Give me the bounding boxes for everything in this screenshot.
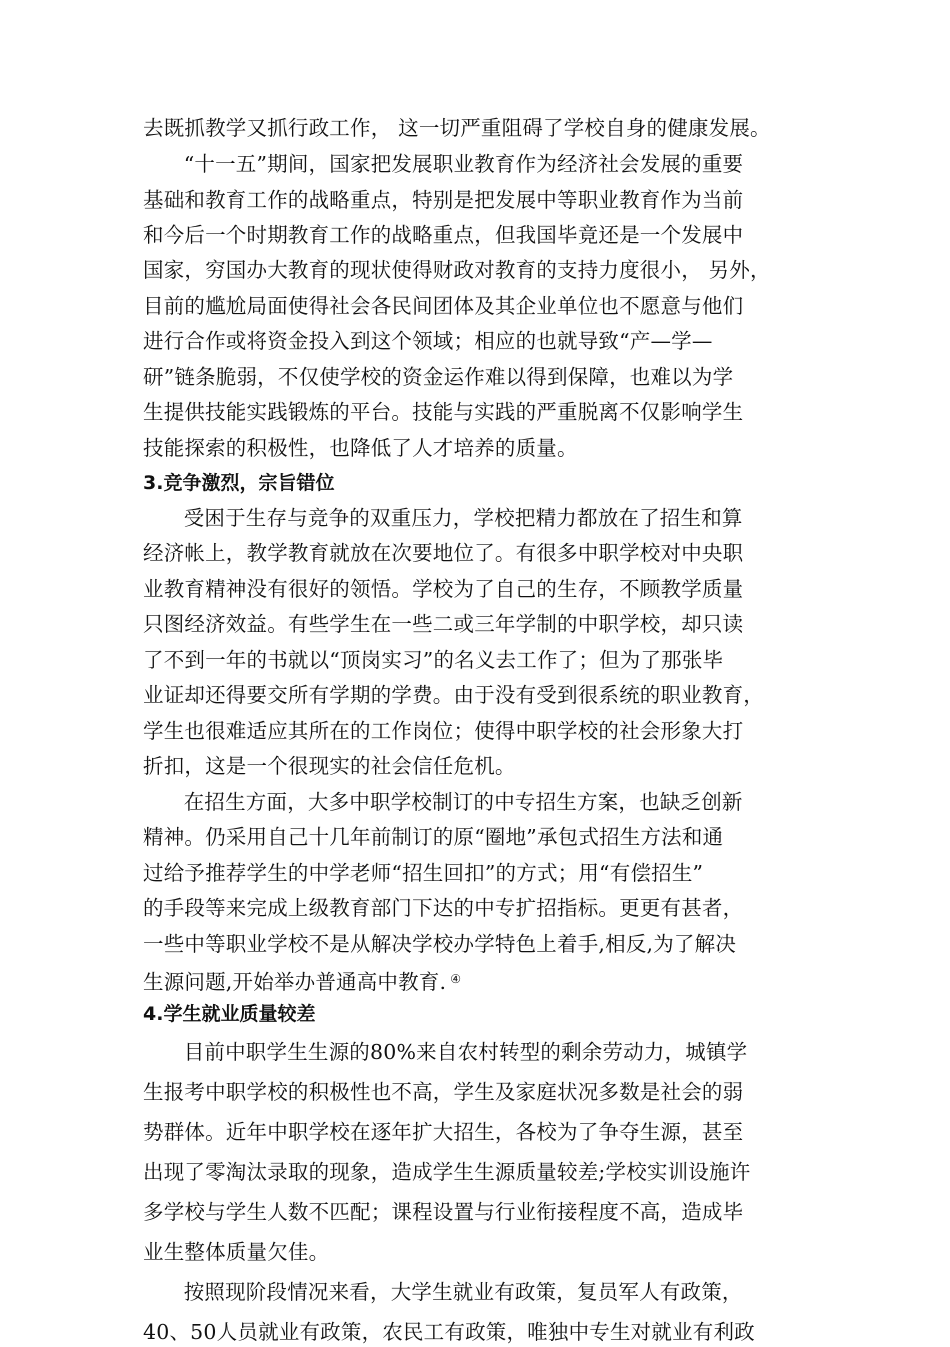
paragraph-line xyxy=(143,964,461,994)
paragraph-line: 去既抓教学又抓行政工作， 这一切严重阻碍了学校自身的健康发展。 xyxy=(143,116,771,140)
paragraph-line: 目前的尴尬局面使得社会各民间团体及其企业单位也不愿意与他们 xyxy=(143,294,744,318)
paragraph-line: 目前中职学生生源的80%来自农村转型的剩余劳动力，城镇学 xyxy=(163,1040,748,1064)
paragraph-line: 只图经济效益。有些学生在一些二或三年学制的中职学校，却只读 xyxy=(143,612,744,636)
paragraph-line: 在招生方面，大多中职学校制订的中专招生方案，也缺乏创新 xyxy=(163,790,743,814)
paragraph-line: 出现了零淘汰录取的现象，造成学生生源质量较差;学校实训设施许 xyxy=(143,1160,751,1184)
paragraph-line: 业证却还得要交所有学期的学费。由于没有受到很系统的职业教育， xyxy=(143,683,764,707)
paragraph-line: 的手段等来完成上级教育部门下达的中专扩招指标。更更有甚者， xyxy=(143,896,744,920)
paragraph-line: 40、50人员就业有政策，农民工有政策，唯独中专生对就业有利政 xyxy=(143,1320,755,1344)
paragraph-line: 业教育精神没有很好的领悟。学校为了自己的生存，不顾教学质量 xyxy=(143,577,744,601)
paragraph-line: 进行合作或将资金投入到这个领域；相应的也就导致“产—学— xyxy=(143,329,713,353)
paragraph-line: 学生也很难适应其所在的工作岗位；使得中职学校的社会形象大打 xyxy=(143,719,744,743)
paragraph-line: 按照现阶段情况来看，大学生就业有政策，复员军人有政策， xyxy=(163,1280,743,1304)
paragraph-text: 生源问题,开始举办普通高中教育. xyxy=(143,970,447,994)
paragraph-line: 多学校与学生人数不匹配；课程设置与行业衔接程度不高，造成毕 xyxy=(143,1200,744,1224)
paragraph-line: 精神。仍采用自己十几年前制订的原“圈地”承包式招生方法和通 xyxy=(143,825,724,849)
paragraph-line: 势群体。近年中职学校在逐年扩大招生，各校为了争夺生源，甚至 xyxy=(143,1120,744,1144)
paragraph-line: 生提供技能实践锻炼的平台。技能与实践的严重脱离不仅影响学生 xyxy=(143,400,744,424)
footnote-marker: ④ xyxy=(450,972,462,986)
paragraph-line: 折扣，这是一个很现实的社会信任危机。 xyxy=(143,754,516,778)
paragraph-line: 业生整体质量欠佳。 xyxy=(143,1240,330,1264)
paragraph-line: 国家，穷国办大教育的现状使得财政对教育的支持力度很小， 另外， xyxy=(143,258,771,282)
paragraph-line: 基础和教育工作的战略重点，特别是把发展中等职业教育作为当前 xyxy=(143,188,744,212)
section-heading: 4.学生就业质量较差 xyxy=(143,1003,316,1025)
paragraph-line: 技能探索的积极性，也降低了人才培养的质量。 xyxy=(143,436,578,460)
paragraph-line: 和今后一个时期教育工作的战略重点，但我国毕竟还是一个发展中 xyxy=(143,223,744,247)
paragraph-line: 研”链条脆弱，不仅使学校的资金运作难以得到保障，也难以为学 xyxy=(143,365,734,389)
paragraph-line: 过给予推荐学生的中学老师“招生回扣”的方式；用“有偿招生” xyxy=(143,861,704,885)
paragraph-line: 受困于生存与竞争的双重压力，学校把精力都放在了招生和算 xyxy=(163,506,743,530)
paragraph-line: 生报考中职学校的积极性也不高，学生及家庭状况多数是社会的弱 xyxy=(143,1080,744,1104)
paragraph-line: 一些中等职业学校不是从解决学校办学特色上着手,相反,为了解决 xyxy=(143,932,737,956)
paragraph-line: 了不到一年的书就以“顶岗实习”的名义去工作了；但为了那张毕 xyxy=(143,648,724,672)
section-heading: 3.竞争激烈，宗旨错位 xyxy=(143,472,335,494)
paragraph-line: 经济帐上，教学教育就放在次要地位了。有很多中职学校对中央职 xyxy=(143,541,744,565)
paragraph-line: “十一五”期间，国家把发展职业教育作为经济社会发展的重要 xyxy=(163,152,744,176)
